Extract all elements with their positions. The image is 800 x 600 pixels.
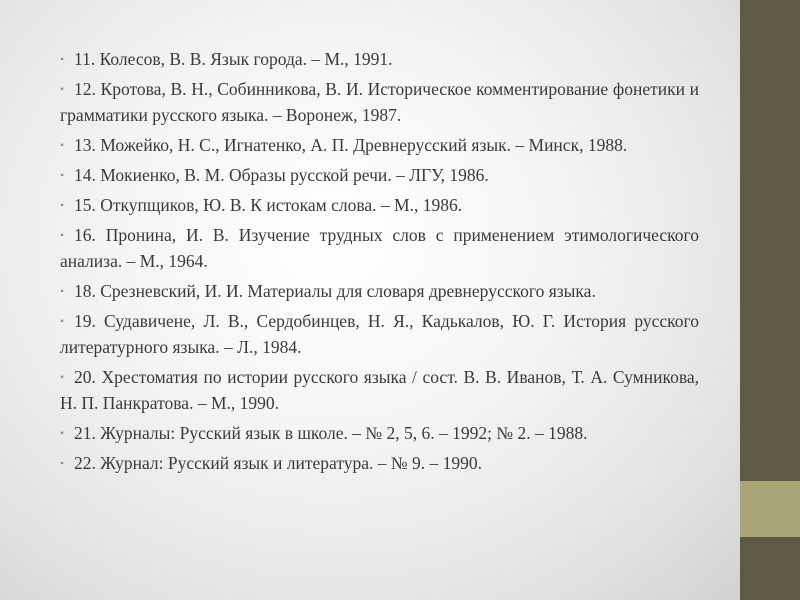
bibliography-item <box>60 76 699 128</box>
bullet-icon: • <box>60 426 65 440</box>
bullet-icon: • <box>60 370 65 384</box>
bullet-icon: • <box>60 314 65 328</box>
bullet-icon: • <box>60 168 65 182</box>
bullet-icon: • <box>60 284 65 298</box>
bibliography-item-text: 15. Откупщиков, Ю. В. К истокам слова. – М., 1986. <box>74 195 463 215</box>
bibliography-item-text: 20. Хрестоматия по истории русского языка / сост. В. В. Иванов, Т. А. Сумникова, Н. П. Панкратова. – М., 1990. <box>60 367 699 413</box>
bibliography-item <box>60 192 699 218</box>
bibliography-item <box>60 450 699 476</box>
bibliography-item-text: 11. Колесов, В. В. Язык города. – М., 1991. <box>74 49 393 69</box>
bullet-icon: • <box>60 52 65 66</box>
bibliography-item <box>60 132 699 158</box>
bibliography-item-text: 22. Журнал: Русский язык и литература. – № 9. – 1990. <box>74 453 483 473</box>
bibliography-item <box>60 420 699 446</box>
bullet-icon: • <box>60 456 65 470</box>
bibliography-item-text: 14. Мокиенко, В. М. Образы русской речи. – ЛГУ, 1986. <box>74 165 489 185</box>
bibliography-item <box>60 308 699 360</box>
bullet-icon: • <box>60 82 65 96</box>
bibliography-list <box>60 46 699 480</box>
bibliography-item <box>60 364 699 416</box>
bibliography-item-text: 12. Кротова, В. Н., Собинникова, В. И. Историческое комментирование фонетики и грамматики русского языка. – Воронеж, 1987. <box>60 79 699 125</box>
bibliography-item <box>60 162 699 188</box>
bullet-icon: • <box>60 138 65 152</box>
bullet-icon: • <box>60 198 65 212</box>
bibliography-item-text: 19. Судавичене, Л. В., Сердобинцев, Н. Я., Кадькалов, Ю. Г. История русского литературного языка. – Л., 1984. <box>60 311 699 357</box>
bibliography-item <box>60 222 699 274</box>
bibliography-item-text: 21. Журналы: Русский язык в школе. – № 2, 5, 6. – 1992; № 2. – 1988. <box>74 423 588 443</box>
bibliography-item-text: 18. Срезневский, И. И. Материалы для словаря древнерусского языка. <box>74 281 596 301</box>
bibliography-item <box>60 46 699 72</box>
bibliography-item-text: 16. Пронина, И. В. Изучение трудных слов с применением этимологического анализа. – М., 1964. <box>60 225 699 271</box>
decorative-sidebar-accent <box>740 481 800 537</box>
bullet-icon: • <box>60 228 65 242</box>
bibliography-item <box>60 278 699 304</box>
bibliography-item-text: 13. Можейко, Н. С., Игнатенко, А. П. Древнерусский язык. – Минск, 1988. <box>74 135 628 155</box>
